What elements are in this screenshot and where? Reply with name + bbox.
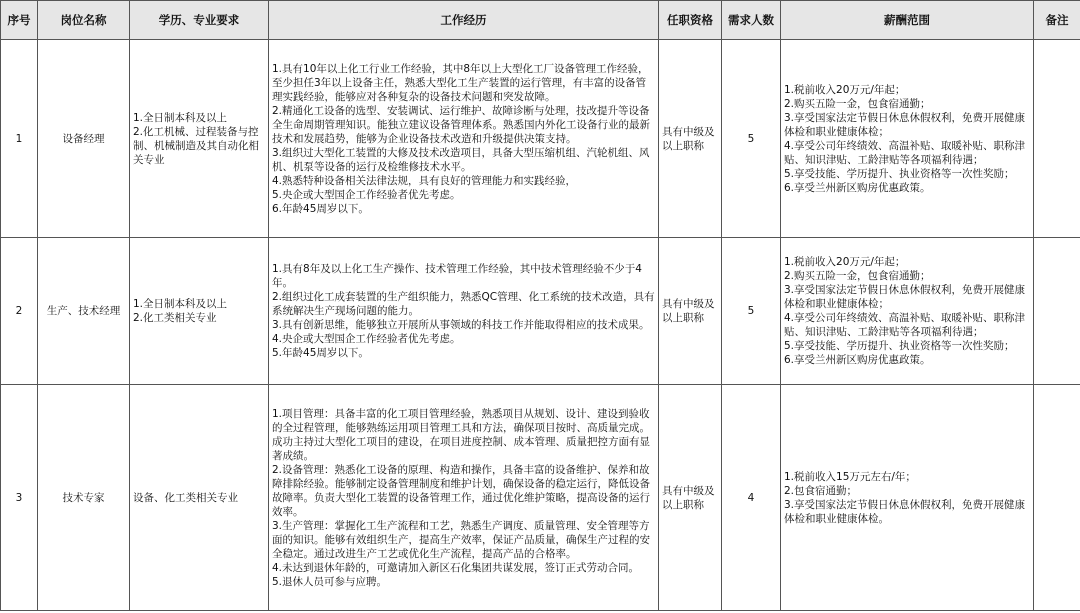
salary-line: 6.享受兰州新区购房优惠政策。 (784, 354, 931, 366)
cell-no: 3 (1, 385, 38, 611)
header-note: 备注 (1034, 1, 1080, 40)
salary-line: 1.税前收入15万元左右/年； (784, 470, 916, 483)
cell-salary (781, 385, 1034, 611)
cell-salary (781, 238, 1034, 385)
cell-experience (269, 385, 659, 611)
salary-line: 5.享受技能、学历提升、执业资格等一次性奖励； (784, 340, 1015, 352)
experience-line: 4.未达到退休年龄的，可邀请加入新区石化集团共谋发展，签订正式劳动合同。 (272, 561, 640, 574)
cell-education (130, 385, 269, 611)
cell-qualification: 具有中级及以上职称 (659, 385, 722, 611)
education-line: 设备、化工类相关专业 (133, 491, 238, 504)
experience-line: 5.退休人员可参与应聘。 (272, 575, 388, 588)
experience-line: 4.央企或大型国企工作经验者优先考虑。 (272, 333, 461, 345)
header-row (1, 1, 1080, 40)
header-salary: 薪酬范围 (781, 1, 1034, 40)
cell-note (1034, 385, 1080, 611)
table-row (1, 385, 1080, 611)
experience-line: 1.项目管理：具备丰富的化工项目管理经验，熟悉项目从规划、设计、建设到验收的全过程管理，能够熟练运用项目管理工具和方法，确保项目按时、高质量完成。成功主持过大型化工项目的建设，在项目进度控制、成本管理、质量把控方面有显著成绩。 (272, 407, 650, 462)
cell-note (1034, 238, 1080, 385)
salary-line: 3.享受国家法定节假日休息休假权利，免费开展健康体检和职业健康体检。 (784, 498, 1026, 525)
header-count: 需求人数 (722, 1, 781, 40)
cell-no: 2 (1, 238, 38, 385)
header-title: 岗位名称 (38, 1, 130, 40)
header-qualification: 任职资格 (659, 1, 722, 40)
cell-experience (269, 238, 659, 385)
salary-line: 2.购买五险一金，包食宿通勤； (784, 97, 931, 110)
experience-line: 2.设备管理：熟悉化工设备的原理、构造和操作，具备丰富的设备维护、保养和故障排除经验。能够制定设备管理制度和维护计划，确保设备的稳定运行，降低设备故障率。负责大型化工装置的设备管理工作，通过优化维护策略，提高设备的运行效率。 (272, 463, 650, 518)
table-row (1, 40, 1080, 238)
cell-title: 生产、技术经理 (38, 238, 130, 385)
salary-line: 5.享受技能、学历提升、执业资格等一次性奖励； (784, 167, 1015, 180)
experience-line: 5.央企或大型国企工作经验者优先考虑。 (272, 188, 461, 201)
header-experience: 工作经历 (269, 1, 659, 40)
salary-line: 2.包食宿通勤； (784, 484, 858, 497)
experience-line: 5.年龄45周岁以下。 (272, 347, 369, 359)
education-line: 2.化工机械、过程装备与控制、机械制造及其自动化相关专业 (133, 125, 259, 166)
salary-line: 3.享受国家法定节假日休息休假权利，免费开展健康体检和职业健康体检； (784, 111, 1026, 138)
header-no: 序号 (1, 1, 38, 40)
experience-line: 3.具有创新思维，能够独立开展所从事领域的科技工作并能取得相应的技术成果。 (272, 319, 650, 331)
cell-no: 1 (1, 40, 38, 238)
cell-count: 5 (722, 238, 781, 385)
experience-line: 1.具有10年以上化工行业工作经验，其中8年以上大型化工厂设备管理工作经验，至少担任3年以上设备主任，熟悉大型化工生产装置的运行管理，有丰富的设备管理实践经验，能够应对各种复杂的设备技术问题和突发故障。 (272, 62, 649, 103)
cell-salary (781, 40, 1034, 238)
education-line: 1.全日制本科及以上 (133, 111, 228, 124)
salary-line: 4.享受公司年终绩效、高温补贴、取暖补贴、职称津贴、知识津贴、工龄津贴等各项福利待遇； (784, 312, 1026, 338)
salary-line: 6.享受兰州新区购房优惠政策。 (784, 181, 931, 194)
salary-line: 1.税前收入20万元/年起； (784, 83, 906, 96)
salary-line: 4.享受公司年终绩效、高温补贴、取暖补贴、职称津贴、知识津贴、工龄津贴等各项福利待遇； (784, 139, 1026, 166)
experience-line: 1.具有8年及以上化工生产操作、技术管理工作经验，其中技术管理经验不少于4年。 (272, 263, 642, 289)
experience-line: 2.组织过化工成套装置的生产组织能力，熟悉QC管理、化工系统的技术改造，具有系统解决生产现场问题的能力。 (272, 291, 655, 317)
cell-education (130, 40, 269, 238)
cell-qualification: 具有中级及以上职称 (659, 238, 722, 385)
salary-line: 1.税前收入20万元/年起； (784, 256, 906, 268)
header-education: 学历、专业要求 (130, 1, 269, 40)
experience-line: 4.熟悉特种设备相关法律法规，具有良好的管理能力和实践经验， (272, 174, 577, 187)
experience-line: 3.生产管理：掌握化工生产流程和工艺，熟悉生产调度、质量管理、安全管理等方面的知识。能够有效组织生产，提高生产效率，保证产品质量，确保生产过程的安全稳定。通过改进生产工艺或优化生产流程，提高产品的合格率。 (272, 519, 650, 560)
salary-line: 3.享受国家法定节假日休息休假权利，免费开展健康体检和职业健康体检； (784, 284, 1026, 310)
experience-line: 3.组织过大型化工装置的大修及技术改造项目，具备大型压缩机组、汽轮机组、风机、机泵等设备的运行及检维修技术水平。 (272, 146, 650, 173)
cell-note (1034, 40, 1080, 238)
table-row (1, 238, 1080, 385)
cell-experience (269, 40, 659, 238)
cell-qualification: 具有中级及以上职称 (659, 40, 722, 238)
education-line: 1.全日制本科及以上 (133, 298, 228, 310)
salary-line: 2.购买五险一金，包食宿通勤； (784, 270, 931, 282)
experience-line: 6.年龄45周岁以下。 (272, 202, 369, 215)
education-line: 2.化工类相关专业 (133, 312, 217, 324)
cell-title: 技术专家 (38, 385, 130, 611)
cell-education (130, 238, 269, 385)
cell-count: 5 (722, 40, 781, 238)
experience-line: 2.精通化工设备的选型、安装调试、运行维护、故障诊断与处理，技改提升等设备全生命周期管理知识。能独立建议设备管理体系。熟悉国内外化工设备行业的最新技术和发展趋势，能够为企业设备技术改造和升级提供决策支持。 (272, 104, 650, 145)
cell-title: 设备经理 (38, 40, 130, 238)
cell-count: 4 (722, 385, 781, 611)
